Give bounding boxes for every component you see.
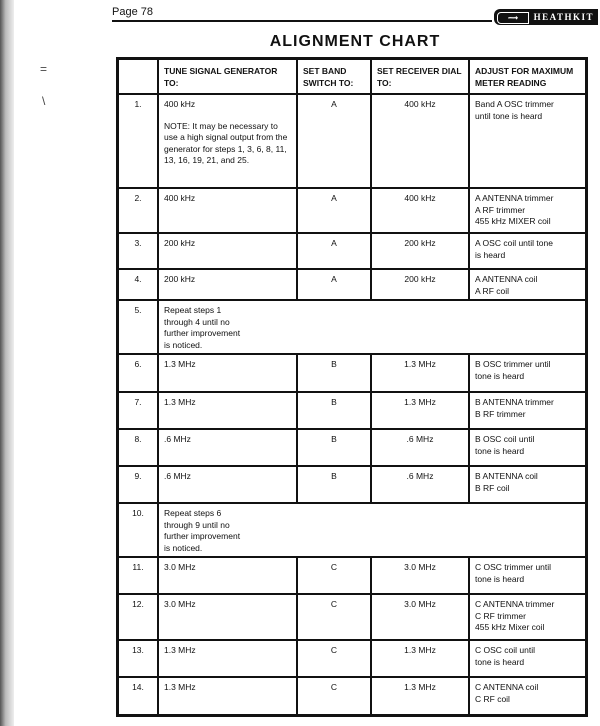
adjust-cell xyxy=(469,640,587,677)
band-switch: A xyxy=(297,233,371,269)
adjust-line: B RF trimmer xyxy=(475,408,526,419)
step-number: 6. xyxy=(118,354,159,392)
adjust-line: B ANTENNA trimmer xyxy=(475,397,554,407)
table-row xyxy=(118,429,587,466)
page-number: Page 78 xyxy=(112,6,153,18)
header-rule xyxy=(112,20,492,22)
table-row xyxy=(118,503,587,557)
generator-cell xyxy=(158,354,297,392)
generator-frequency: 3.0 MHz xyxy=(164,599,196,609)
adjust-line: 455 kHz MIXER coil xyxy=(475,216,551,226)
step-number: 4. xyxy=(118,269,159,300)
step-number: 2. xyxy=(118,188,159,233)
receiver-dial: 1.3 MHz xyxy=(371,392,469,429)
generator-frequency: 1.3 MHz xyxy=(164,397,196,407)
band-switch: B xyxy=(297,466,371,503)
band-switch: A xyxy=(297,94,371,188)
adjust-cell xyxy=(469,677,587,715)
receiver-dial: 1.3 MHz xyxy=(371,677,469,715)
receiver-dial: 200 kHz xyxy=(371,233,469,269)
generator-cell xyxy=(158,557,297,594)
table-row xyxy=(118,466,587,503)
receiver-dial: 3.0 MHz xyxy=(371,594,469,640)
margin-mark: = xyxy=(40,62,48,76)
step-number: 10. xyxy=(118,503,159,557)
generator-frequency: 400 kHz xyxy=(164,193,196,203)
adjust-cell xyxy=(469,392,587,429)
adjust-line: tone is heard xyxy=(475,445,525,456)
adjust-line: A RF trimmer xyxy=(475,204,526,215)
generator-frequency: 3.0 MHz xyxy=(164,562,196,572)
table-row xyxy=(118,300,587,354)
step-number: 7. xyxy=(118,392,159,429)
band-switch: B xyxy=(297,429,371,466)
band-switch: A xyxy=(297,269,371,300)
band-switch: C xyxy=(297,677,371,715)
band-switch: C xyxy=(297,594,371,640)
receiver-dial: .6 MHz xyxy=(371,466,469,503)
adjust-cell xyxy=(469,269,587,300)
step-number: 14. xyxy=(118,677,159,715)
table-row xyxy=(118,557,587,594)
generator-frequency: 1.3 MHz xyxy=(164,645,196,655)
adjust-cell xyxy=(469,94,587,188)
logo-emblem-icon: ⟿ xyxy=(497,12,529,24)
step-number: 5. xyxy=(118,300,159,354)
adjust-cell xyxy=(469,557,587,594)
adjust-cell xyxy=(469,466,587,503)
adjust-cell xyxy=(469,188,587,233)
generator-cell xyxy=(158,594,297,640)
adjust-line: B OSC trimmer until xyxy=(475,359,551,369)
adjust-cell xyxy=(469,354,587,392)
adjust-line: B OSC coil until xyxy=(475,434,535,444)
table-row xyxy=(118,94,587,188)
adjust-line: C RF coil xyxy=(475,693,510,704)
step-number: 12. xyxy=(118,594,159,640)
adjust-line: C OSC trimmer until xyxy=(475,562,552,572)
receiver-dial: 400 kHz xyxy=(371,94,469,188)
generator-cell xyxy=(158,392,297,429)
step-number: 3. xyxy=(118,233,159,269)
table-row xyxy=(118,354,587,392)
table-row xyxy=(118,677,587,715)
band-switch: B xyxy=(297,354,371,392)
generator-frequency: 1.3 MHz xyxy=(164,359,196,369)
generator-header: TUNE SIGNAL GENERATOR TO: xyxy=(158,59,297,95)
adjust-line: tone is heard xyxy=(475,573,525,584)
adjust-line: C ANTENNA trimmer xyxy=(475,599,555,609)
table-row xyxy=(118,269,587,300)
adjust-line: C RF trimmer xyxy=(475,610,526,621)
generator-frequency: 200 kHz xyxy=(164,274,196,284)
generator-cell xyxy=(158,94,297,188)
header-row xyxy=(118,59,587,95)
band-switch: C xyxy=(297,557,371,594)
adjust-line: is heard xyxy=(475,249,506,260)
band-header: SET BAND SWITCH TO: xyxy=(297,59,371,95)
receiver-dial: .6 MHz xyxy=(371,429,469,466)
dial-header: SET RECEIVER DIAL TO: xyxy=(371,59,469,95)
generator-cell xyxy=(158,233,297,269)
generator-cell xyxy=(158,188,297,233)
receiver-dial: 1.3 MHz xyxy=(371,640,469,677)
adjust-line: A OSC coil until tone xyxy=(475,238,553,248)
adjust-line: A ANTENNA trimmer xyxy=(475,193,554,203)
heathkit-logo xyxy=(494,9,598,25)
adjust-line: B ANTENNA coil xyxy=(475,471,538,481)
page-title: ALIGNMENT CHART xyxy=(269,33,441,50)
step-number: 9. xyxy=(118,466,159,503)
adjust-cell xyxy=(469,429,587,466)
generator-cell xyxy=(158,640,297,677)
adjust-header: ADJUST FOR MAXIMUM METER READING xyxy=(469,59,587,95)
step-number: 1. xyxy=(118,94,159,188)
step-header xyxy=(118,59,159,95)
band-switch: A xyxy=(297,188,371,233)
receiver-dial: 400 kHz xyxy=(371,188,469,233)
band-switch: C xyxy=(297,640,371,677)
adjust-line: Band A OSC trimmer xyxy=(475,99,554,109)
table-row xyxy=(118,392,587,429)
generator-cell xyxy=(158,429,297,466)
table-row xyxy=(118,233,587,269)
receiver-dial: 1.3 MHz xyxy=(371,354,469,392)
note-text: NOTE: It may be necessary to use a high signal output from the generator for steps 1, 3, 6, 8, 11, 13, 16, 19, 21, and 25. xyxy=(164,120,288,165)
repeat-instruction: Repeat steps 6 through 9 until no further improvement is noticed. xyxy=(158,503,587,557)
generator-cell xyxy=(158,269,297,300)
margin-mark: \ xyxy=(42,94,46,108)
adjust-line: 455 kHz Mixer coil xyxy=(475,622,545,632)
receiver-dial: 200 kHz xyxy=(371,269,469,300)
step-number: 11. xyxy=(118,557,159,594)
adjust-cell xyxy=(469,594,587,640)
generator-cell xyxy=(158,466,297,503)
adjust-line: C ANTENNA coil xyxy=(475,682,539,692)
alignment-table xyxy=(116,57,588,717)
scan-edge xyxy=(0,0,14,726)
adjust-line: C OSC coil until xyxy=(475,645,535,655)
adjust-line: tone is heard xyxy=(475,370,525,381)
table-row xyxy=(118,594,587,640)
adjust-line: A RF coil xyxy=(475,285,510,296)
table-row xyxy=(118,640,587,677)
table-row xyxy=(118,188,587,233)
step-number: 8. xyxy=(118,429,159,466)
receiver-dial: 3.0 MHz xyxy=(371,557,469,594)
generator-frequency: 400 kHz xyxy=(164,99,196,109)
band-switch: B xyxy=(297,392,371,429)
generator-frequency: 200 kHz xyxy=(164,238,196,248)
generator-frequency: .6 MHz xyxy=(164,471,191,481)
adjust-line: A ANTENNA coil xyxy=(475,274,538,284)
repeat-instruction: Repeat steps 1 through 4 until no further improvement is noticed. xyxy=(158,300,587,354)
adjust-cell xyxy=(469,233,587,269)
adjust-line: tone is heard xyxy=(475,656,525,667)
generator-frequency: 1.3 MHz xyxy=(164,682,196,692)
adjust-line: until tone is heard xyxy=(475,110,543,121)
step-number: 13. xyxy=(118,640,159,677)
adjust-line: B RF coil xyxy=(475,482,510,493)
generator-cell xyxy=(158,677,297,715)
generator-frequency: .6 MHz xyxy=(164,434,191,444)
logo-text: HEATHKIT xyxy=(533,12,594,22)
